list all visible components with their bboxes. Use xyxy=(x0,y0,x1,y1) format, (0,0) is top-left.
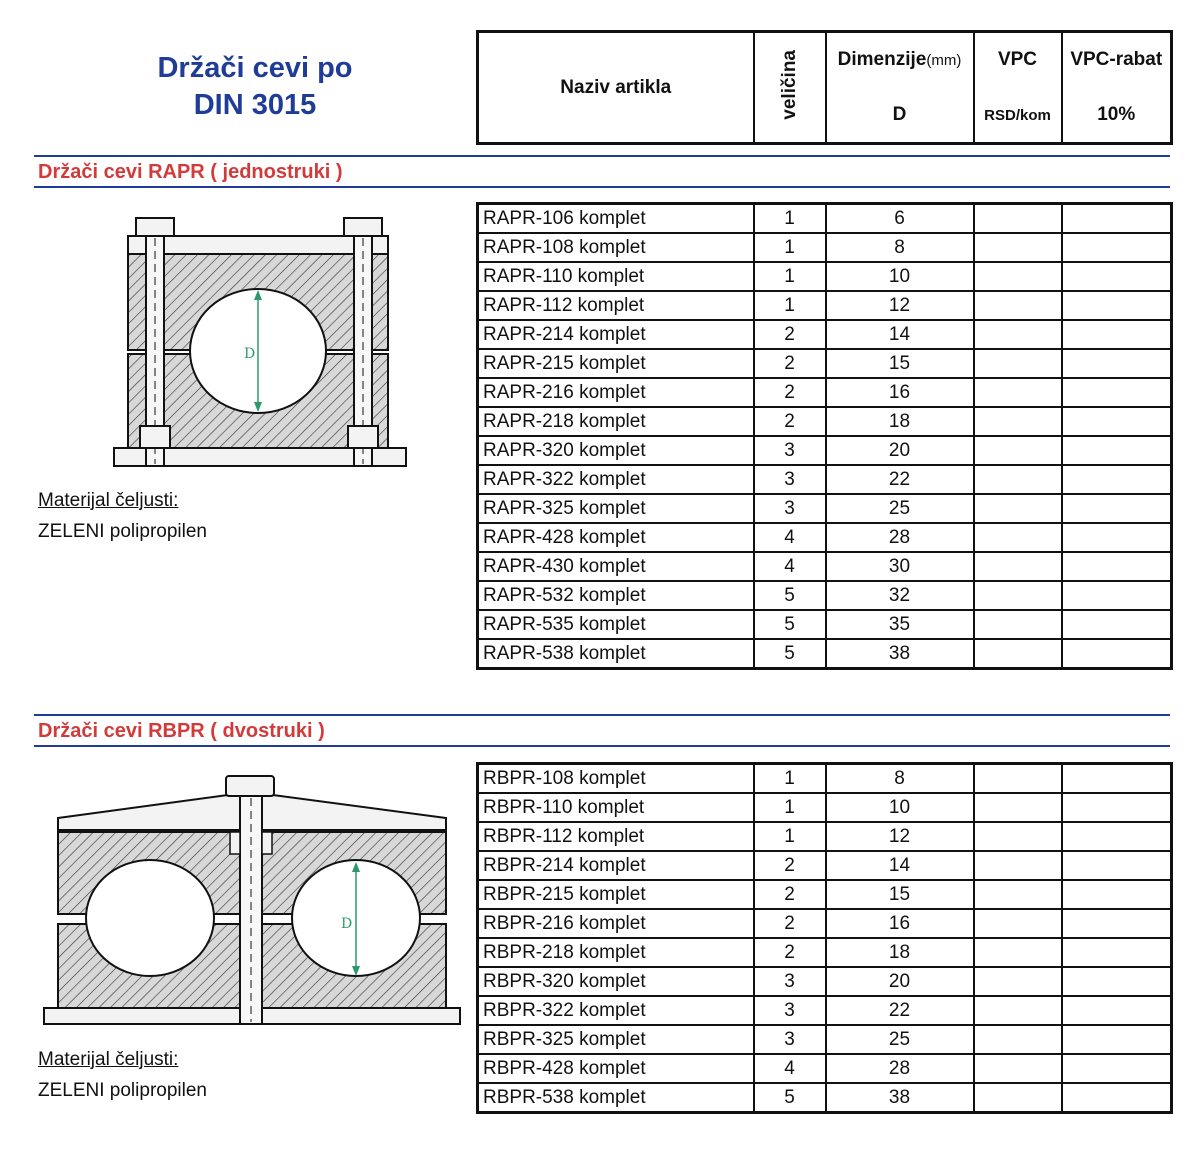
cell-vpc-rabat xyxy=(1062,378,1172,407)
page-title xyxy=(100,50,410,124)
cell-vpc-rabat xyxy=(1062,204,1172,234)
cell-d: 14 xyxy=(826,320,974,349)
cell-size: 3 xyxy=(754,494,826,523)
cell-vpc-rabat xyxy=(1062,349,1172,378)
cell-name: RAPR-325 komplet xyxy=(478,494,754,523)
cell-size: 1 xyxy=(754,262,826,291)
cell-d: 28 xyxy=(826,523,974,552)
table-row xyxy=(478,349,1172,378)
cell-size: 1 xyxy=(754,764,826,794)
header-vpc-unit xyxy=(974,88,1062,144)
cell-vpc xyxy=(974,204,1062,234)
table-row xyxy=(478,494,1172,523)
cell-vpc-rabat xyxy=(1062,1025,1172,1054)
cell-size: 5 xyxy=(754,639,826,669)
cell-name: RAPR-320 komplet xyxy=(478,436,754,465)
table-row xyxy=(478,822,1172,851)
cell-d: 16 xyxy=(826,378,974,407)
rbpr-material-value: ZELENI polipropilen xyxy=(38,1080,207,1101)
header-vpc-rabat: VPC-rabat xyxy=(1062,32,1172,88)
cell-d: 18 xyxy=(826,938,974,967)
cell-size: 3 xyxy=(754,436,826,465)
table-row xyxy=(478,967,1172,996)
cell-size: 2 xyxy=(754,851,826,880)
cell-size: 3 xyxy=(754,1025,826,1054)
page-title-line1: Držači cevi po xyxy=(157,52,353,84)
table-row xyxy=(478,233,1172,262)
cell-name: RBPR-112 komplet xyxy=(478,822,754,851)
cell-vpc-rabat xyxy=(1062,1083,1172,1113)
cell-d: 10 xyxy=(826,793,974,822)
cell-vpc-rabat xyxy=(1062,407,1172,436)
cell-vpc-rabat xyxy=(1062,320,1172,349)
cell-vpc xyxy=(974,262,1062,291)
header-dimenzije-cell xyxy=(826,32,974,88)
cell-d: 38 xyxy=(826,639,974,669)
table-row xyxy=(478,793,1172,822)
cell-size: 2 xyxy=(754,349,826,378)
table-row xyxy=(478,378,1172,407)
cell-name: RBPR-325 komplet xyxy=(478,1025,754,1054)
cell-name: RBPR-214 komplet xyxy=(478,851,754,880)
cell-d: 20 xyxy=(826,967,974,996)
cell-d: 14 xyxy=(826,851,974,880)
cell-size: 2 xyxy=(754,880,826,909)
cell-vpc-rabat xyxy=(1062,639,1172,669)
cell-vpc-rabat xyxy=(1062,552,1172,581)
cell-size: 2 xyxy=(754,320,826,349)
cell-name: RBPR-428 komplet xyxy=(478,1054,754,1083)
cell-vpc-rabat xyxy=(1062,262,1172,291)
cell-size: 5 xyxy=(754,1083,826,1113)
cell-vpc xyxy=(974,291,1062,320)
header-dimenzije-unit: (mm) xyxy=(926,52,962,70)
rbpr-table xyxy=(476,762,1173,1114)
table-row xyxy=(478,1083,1172,1113)
cell-vpc-rabat xyxy=(1062,880,1172,909)
cell-size: 3 xyxy=(754,996,826,1025)
cell-vpc xyxy=(974,909,1062,938)
rapr-diagram xyxy=(108,208,412,472)
cell-size: 1 xyxy=(754,291,826,320)
cell-vpc-rabat xyxy=(1062,793,1172,822)
cell-vpc xyxy=(974,1025,1062,1054)
cell-name: RAPR-216 komplet xyxy=(478,378,754,407)
cell-vpc xyxy=(974,581,1062,610)
rbpr-material-label: Materijal čeljusti: xyxy=(38,1049,179,1070)
cell-d: 8 xyxy=(826,764,974,794)
rbpr-diagram-d-label: D xyxy=(341,916,353,932)
header-velicina: veličina xyxy=(778,49,800,120)
cell-d: 8 xyxy=(826,233,974,262)
cell-size: 1 xyxy=(754,204,826,234)
header-d: D xyxy=(826,88,974,144)
table-row xyxy=(478,1054,1172,1083)
cell-vpc-rabat xyxy=(1062,523,1172,552)
cell-d: 12 xyxy=(826,291,974,320)
cell-name: RBPR-538 komplet xyxy=(478,1083,754,1113)
cell-d: 25 xyxy=(826,1025,974,1054)
cell-name: RAPR-218 komplet xyxy=(478,407,754,436)
cell-vpc-rabat xyxy=(1062,610,1172,639)
table-row xyxy=(478,204,1172,234)
cell-d: 16 xyxy=(826,909,974,938)
table-row xyxy=(478,610,1172,639)
cell-vpc xyxy=(974,822,1062,851)
cell-vpc-rabat xyxy=(1062,938,1172,967)
cell-vpc xyxy=(974,233,1062,262)
table-row xyxy=(478,465,1172,494)
cell-size: 1 xyxy=(754,233,826,262)
header-dimenzije: Dimenzije xyxy=(837,49,927,71)
rapr-material-value: ZELENI polipropilen xyxy=(38,521,207,542)
cell-name: RBPR-110 komplet xyxy=(478,793,754,822)
cell-vpc-rabat xyxy=(1062,967,1172,996)
cell-name: RBPR-108 komplet xyxy=(478,764,754,794)
cell-vpc-rabat xyxy=(1062,851,1172,880)
cell-vpc xyxy=(974,349,1062,378)
cell-d: 22 xyxy=(826,465,974,494)
cell-vpc-rabat xyxy=(1062,494,1172,523)
cell-size: 3 xyxy=(754,967,826,996)
cell-vpc-rabat xyxy=(1062,764,1172,794)
table-row xyxy=(478,851,1172,880)
table-row xyxy=(478,291,1172,320)
cell-name: RAPR-215 komplet xyxy=(478,349,754,378)
cell-d: 28 xyxy=(826,1054,974,1083)
cell-vpc xyxy=(974,494,1062,523)
table-row xyxy=(478,996,1172,1025)
cell-vpc-rabat xyxy=(1062,909,1172,938)
table-row xyxy=(478,262,1172,291)
cell-d: 12 xyxy=(826,822,974,851)
table-row xyxy=(478,436,1172,465)
cell-vpc-rabat xyxy=(1062,822,1172,851)
cell-vpc-rabat xyxy=(1062,996,1172,1025)
cell-name: RBPR-218 komplet xyxy=(478,938,754,967)
cell-vpc xyxy=(974,851,1062,880)
cell-name: RAPR-430 komplet xyxy=(478,552,754,581)
cell-vpc xyxy=(974,436,1062,465)
table-row xyxy=(478,880,1172,909)
cell-vpc xyxy=(974,465,1062,494)
cell-vpc xyxy=(974,880,1062,909)
cell-size: 2 xyxy=(754,407,826,436)
cell-vpc-rabat xyxy=(1062,581,1172,610)
rapr-table xyxy=(476,202,1173,670)
cell-d: 20 xyxy=(826,436,974,465)
cell-name: RBPR-320 komplet xyxy=(478,967,754,996)
cell-vpc-rabat xyxy=(1062,1054,1172,1083)
cell-d: 32 xyxy=(826,581,974,610)
cell-vpc-rabat xyxy=(1062,291,1172,320)
cell-size: 5 xyxy=(754,610,826,639)
cell-name: RAPR-428 komplet xyxy=(478,523,754,552)
cell-size: 2 xyxy=(754,938,826,967)
cell-d: 10 xyxy=(826,262,974,291)
cell-name: RAPR-110 komplet xyxy=(478,262,754,291)
table-row xyxy=(478,407,1172,436)
cell-vpc xyxy=(974,407,1062,436)
table-row xyxy=(478,639,1172,669)
cell-name: RAPR-322 komplet xyxy=(478,465,754,494)
page-title-line2: DIN 3015 xyxy=(193,89,317,121)
rapr-material-label: Materijal čeljusti: xyxy=(38,490,179,511)
cell-vpc xyxy=(974,1054,1062,1083)
table-row xyxy=(478,581,1172,610)
cell-vpc xyxy=(974,320,1062,349)
header-vpc-unit-text: RSD/kom xyxy=(984,106,1051,124)
cell-name: RAPR-538 komplet xyxy=(478,639,754,669)
cell-size: 3 xyxy=(754,465,826,494)
header-table xyxy=(476,30,1173,145)
cell-d: 35 xyxy=(826,610,974,639)
cell-d: 18 xyxy=(826,407,974,436)
table-row xyxy=(478,1025,1172,1054)
cell-name: RAPR-532 komplet xyxy=(478,581,754,610)
cell-vpc xyxy=(974,523,1062,552)
cell-size: 2 xyxy=(754,909,826,938)
cell-name: RAPR-214 komplet xyxy=(478,320,754,349)
cell-d: 6 xyxy=(826,204,974,234)
cell-d: 15 xyxy=(826,880,974,909)
cell-vpc xyxy=(974,378,1062,407)
cell-d: 25 xyxy=(826,494,974,523)
table-row xyxy=(478,909,1172,938)
rbpr-heading: Držači cevi RBPR ( dvostruki ) xyxy=(38,720,325,742)
cell-size: 1 xyxy=(754,822,826,851)
cell-name: RAPR-535 komplet xyxy=(478,610,754,639)
cell-vpc xyxy=(974,552,1062,581)
rapr-heading: Držači cevi RAPR ( jednostruki ) xyxy=(38,161,343,183)
cell-name: RBPR-322 komplet xyxy=(478,996,754,1025)
cell-vpc xyxy=(974,793,1062,822)
cell-name: RBPR-215 komplet xyxy=(478,880,754,909)
cell-vpc-rabat xyxy=(1062,465,1172,494)
table-row xyxy=(478,764,1172,794)
cell-size: 4 xyxy=(754,1054,826,1083)
cell-d: 30 xyxy=(826,552,974,581)
cell-d: 22 xyxy=(826,996,974,1025)
cell-vpc xyxy=(974,938,1062,967)
cell-vpc xyxy=(974,639,1062,669)
table-row xyxy=(478,523,1172,552)
header-vpc: VPC xyxy=(974,32,1062,88)
cell-size: 4 xyxy=(754,523,826,552)
table-row xyxy=(478,320,1172,349)
cell-name: RAPR-106 komplet xyxy=(478,204,754,234)
cell-vpc xyxy=(974,967,1062,996)
rapr-diagram-d-label: D xyxy=(244,346,256,362)
cell-size: 2 xyxy=(754,378,826,407)
header-naziv: Naziv artikla xyxy=(478,32,754,144)
header-rabat-value: 10% xyxy=(1062,88,1172,144)
cell-size: 1 xyxy=(754,793,826,822)
rbpr-rule-top xyxy=(34,714,1170,716)
cell-vpc xyxy=(974,996,1062,1025)
cell-vpc xyxy=(974,610,1062,639)
cell-vpc-rabat xyxy=(1062,233,1172,262)
cell-name: RAPR-108 komplet xyxy=(478,233,754,262)
cell-vpc xyxy=(974,1083,1062,1113)
cell-size: 5 xyxy=(754,581,826,610)
header-velicina-cell xyxy=(754,32,826,144)
cell-name: RBPR-216 komplet xyxy=(478,909,754,938)
rbpr-rule-bottom xyxy=(34,745,1170,747)
cell-vpc xyxy=(974,764,1062,794)
cell-size: 4 xyxy=(754,552,826,581)
table-row xyxy=(478,552,1172,581)
rapr-rule-bottom xyxy=(34,186,1170,188)
table-row xyxy=(478,938,1172,967)
cell-name: RAPR-112 komplet xyxy=(478,291,754,320)
rbpr-diagram xyxy=(40,772,464,1030)
cell-d: 38 xyxy=(826,1083,974,1113)
cell-d: 15 xyxy=(826,349,974,378)
cell-vpc-rabat xyxy=(1062,436,1172,465)
rapr-rule-top xyxy=(34,155,1170,157)
